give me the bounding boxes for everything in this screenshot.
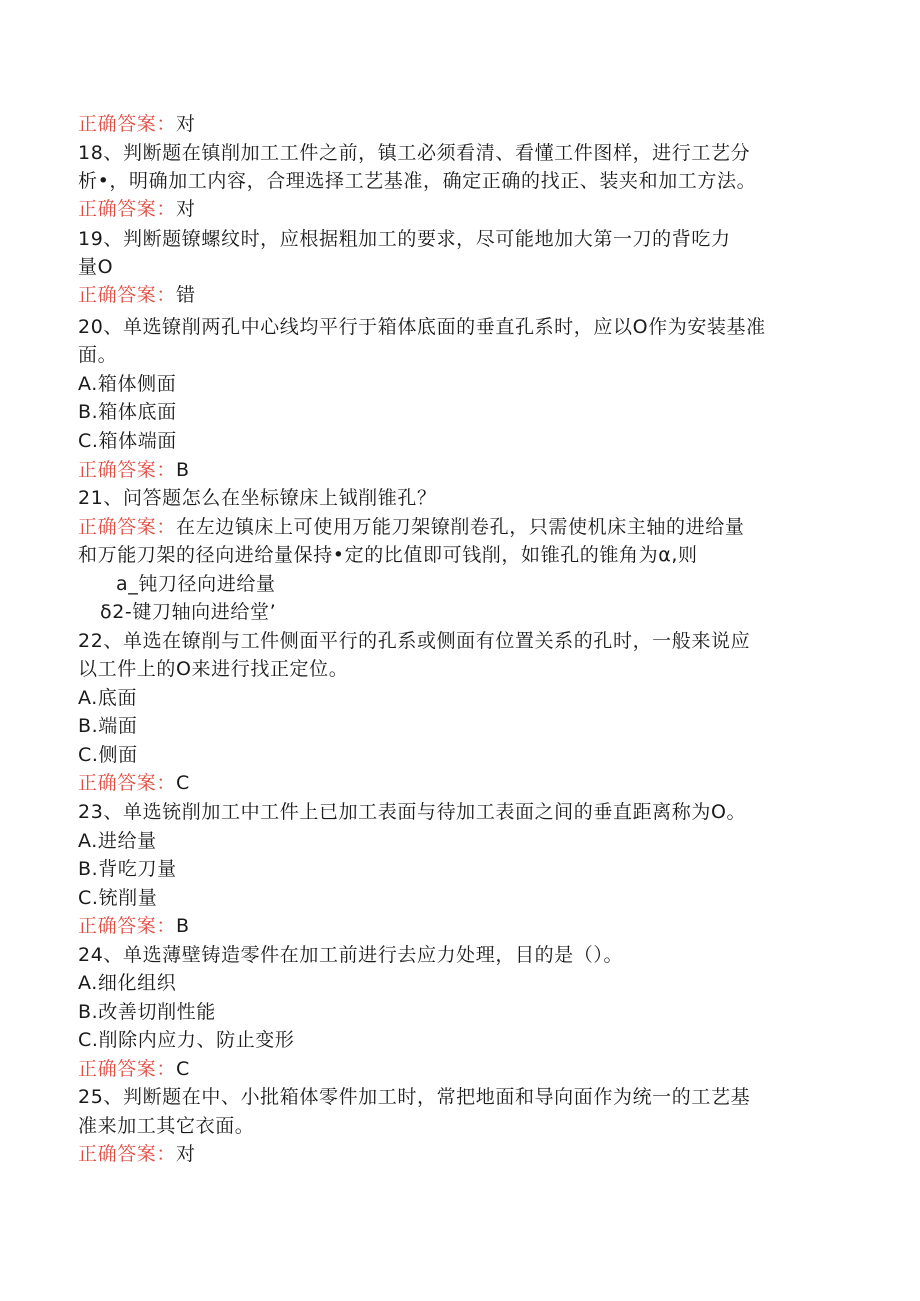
question-24-line-1: 24、单选薄壁铸造零件在加工前进行去应力处理，目的是（）。 (78, 944, 624, 966)
answer-label: 正确答案： (78, 516, 177, 538)
answer-line (78, 110, 196, 138)
answer-value: 对 (176, 1143, 196, 1165)
answer-value: 对 (176, 113, 196, 135)
answer-label: 正确答案： (78, 1143, 177, 1165)
option-b: B.改善切削性能 (78, 1001, 216, 1023)
option-c: C.铳削量 (78, 887, 158, 909)
question-22-line-1: 22、单选在镣削与工件侧面平行的孔系或侧面有位置关系的孔时，一般来说应 (78, 630, 751, 652)
formula-line-1: a_钝刀径向进给量 (116, 573, 276, 595)
question-19-line-1: 19、判断题镣螺纹时，应根据粗加工的要求，尽可能地加大第一刀的背吃力 (78, 228, 731, 250)
question-20-line-2: 面。 (78, 344, 118, 366)
answer-label: 正确答案： (78, 284, 177, 306)
answer-label: 正确答案： (78, 1058, 177, 1080)
answer-value: B (176, 459, 190, 481)
answer-line (78, 1140, 196, 1168)
option-c: C.削除内应力、防止变形 (78, 1029, 295, 1051)
question-22-line-2: 以工件上的O来进行找正定位。 (78, 658, 349, 680)
answer-value: C (176, 772, 190, 794)
answer-label: 正确答案： (78, 772, 177, 794)
answer-line (78, 513, 744, 541)
answer-line (78, 769, 190, 797)
question-18-line-1: 18、判断题在镇削加工工件之前，镇工必须看清、看懂工件图样，进行工艺分 (78, 142, 751, 164)
answer-line (78, 1055, 190, 1083)
option-c: C.侧面 (78, 744, 138, 766)
answer-label: 正确答案： (78, 113, 177, 135)
answer-label: 正确答案： (78, 198, 177, 220)
answer-value: 对 (176, 198, 196, 220)
answer-label: 正确答案： (78, 915, 177, 937)
option-b: B.端面 (78, 715, 138, 737)
answer-line (78, 281, 196, 309)
answer-line (78, 912, 190, 940)
answer-line (78, 456, 190, 484)
answer-line (78, 195, 196, 223)
option-a: A.进给量 (78, 830, 157, 852)
question-21-line-1: 21、问答题怎么在坐标镣床上钺削锥孔？ (78, 487, 437, 509)
answer-label: 正确答案： (78, 459, 177, 481)
answer-continuation: 和万能刀架的径向进给量保持•定的比值即可钱削，如锥孔的锥角为α,则 (78, 544, 698, 566)
answer-value: 在左边镇床上可使用万能刀架镣削卷孔，只需使机床主轴的进给量 (176, 516, 745, 538)
option-a: A.底面 (78, 687, 138, 709)
question-19-line-2: 量O (78, 256, 114, 278)
question-25-line-2: 准来加工其它衣面。 (78, 1115, 255, 1137)
option-b: B.背吃刀量 (78, 858, 177, 880)
answer-value: C (176, 1058, 190, 1080)
option-a: A.箱体侧面 (78, 373, 177, 395)
option-b: B.箱体底面 (78, 401, 177, 423)
option-a: A.细化组织 (78, 972, 177, 994)
formula-line-2: δ2-键刀轴向进给堂’ (100, 601, 277, 623)
question-20-line-1: 20、单选镣削两孔中心线均平行于箱体底面的垂直孔系时，应以O作为安装基准 (78, 316, 766, 338)
answer-value: B (176, 915, 190, 937)
question-18-line-2: 析•，明确加工内容，合理选择工艺基准，确定正确的找正、装夹和加工方法。 (78, 170, 757, 192)
question-23-line-1: 23、单选铳削加工中工件上已加工表面与待加工表面之间的垂直距离称为O。 (78, 801, 747, 823)
option-c: C.箱体端面 (78, 430, 177, 452)
answer-value: 错 (176, 284, 196, 306)
question-25-line-1: 25、判断题在中、小批箱体零件加工时，常把地面和导向面作为统一的工艺基 (78, 1086, 751, 1108)
